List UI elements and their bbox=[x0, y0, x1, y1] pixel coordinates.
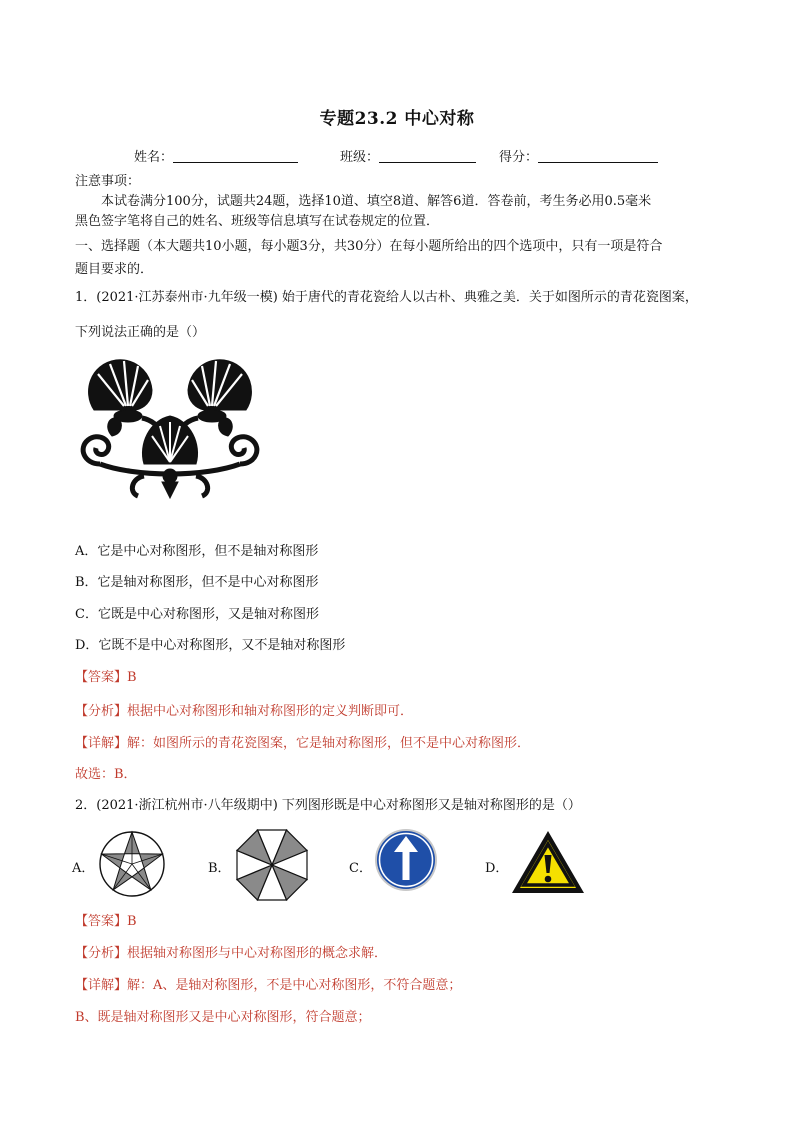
q1-option-c: C．它既是中心对称图形，又是轴对称图形 bbox=[75, 607, 319, 622]
q1-choice: 故选：B． bbox=[75, 767, 137, 782]
q2-detail-text: 解：A、是轴对称图形，不是中心对称图形，不符合题意； bbox=[127, 978, 462, 993]
score-field bbox=[499, 146, 658, 165]
q2-option-c-label: C． bbox=[349, 861, 372, 876]
q1-answer-tag: 【答案】 bbox=[75, 670, 128, 685]
q1-option-d: D．它既不是中心对称图形，又不是轴对称图形 bbox=[75, 638, 346, 653]
class-field bbox=[340, 146, 476, 165]
q2-detail-line-2: B、既是轴对称图形又是中心对称图形，符合题意； bbox=[75, 1010, 371, 1025]
q1-analysis-tag: 【分析】 bbox=[75, 704, 128, 719]
score-label: 得分： bbox=[499, 150, 539, 165]
q2-stem: 2．(2021·浙江杭州市·八年级期中) 下列图形既是中心对称图形又是轴对称图形的是（） bbox=[75, 798, 581, 813]
notice-line-2: 黑色签字笔将自己的姓名、班级等信息填写在试卷规定的位置． bbox=[75, 214, 440, 229]
notice-line-1: 本试卷满分100分，试题共24题，选择10道、填空8道、解答6道．答卷前，考生务必用0.5毫米 bbox=[101, 194, 652, 209]
q2-detail-tag: 【详解】 bbox=[75, 978, 128, 993]
q1-detail bbox=[75, 736, 530, 752]
q2-analysis-tag: 【分析】 bbox=[75, 946, 128, 961]
porcelain-pattern-figure bbox=[72, 352, 268, 500]
q1-analysis-text: 根据中心对称图形和轴对称图形的定义判断即可． bbox=[127, 704, 414, 719]
section-1-line-2: 题目要求的． bbox=[75, 262, 154, 277]
q1-stem-line-1: 1．(2021·江苏泰州市·九年级一模) 始于唐代的青花瓷给人以古朴、典雅之美．关于如图所示的青花瓷图案， bbox=[75, 290, 698, 305]
name-blank[interactable] bbox=[173, 148, 298, 163]
q2-option-b-label: B． bbox=[208, 861, 231, 876]
q1-analysis bbox=[75, 704, 413, 720]
page-title: 专题23.2 中心对称 bbox=[319, 109, 475, 129]
q2-analysis bbox=[75, 946, 387, 962]
q1-option-b: B．它是轴对称图形，但不是中心对称图形 bbox=[75, 575, 319, 590]
notice-heading: 注意事项： bbox=[75, 174, 141, 189]
q1-detail-tag: 【详解】 bbox=[75, 736, 128, 751]
section-1-line-1: 一、选择题（本大题共10小题，每小题3分，共30分）在每小题所给出的四个选项中，只有一项是符合 bbox=[75, 239, 663, 254]
q1-option-a: A．它是中心对称图形，但不是轴对称图形 bbox=[75, 544, 319, 559]
q2-answer-tag: 【答案】 bbox=[75, 914, 128, 929]
q2-answer bbox=[75, 914, 137, 930]
q1-detail-text: 解：如图所示的青花瓷图案，它是轴对称图形，但不是中心对称图形． bbox=[127, 736, 531, 751]
q1-stem-line-2: 下列说法正确的是（） bbox=[75, 325, 206, 340]
score-blank[interactable] bbox=[538, 148, 658, 163]
up-arrow-sign-figure bbox=[374, 828, 438, 892]
q2-answer-value: B bbox=[127, 914, 137, 929]
q2-analysis-text: 根据轴对称图形与中心对称图形的概念求解． bbox=[127, 946, 388, 961]
class-blank[interactable] bbox=[379, 148, 476, 163]
q2-option-a-label: A． bbox=[72, 861, 95, 876]
star-in-circle-figure bbox=[98, 830, 166, 898]
class-label: 班级： bbox=[340, 150, 380, 165]
octagon-figure bbox=[236, 829, 308, 901]
q2-detail bbox=[75, 978, 461, 994]
name-field bbox=[134, 146, 298, 165]
warning-sign-figure bbox=[510, 829, 586, 895]
q1-answer-value: B bbox=[127, 670, 137, 685]
q1-answer bbox=[75, 670, 137, 686]
q2-option-d-label: D． bbox=[485, 861, 509, 876]
name-label: 姓名： bbox=[134, 150, 174, 165]
